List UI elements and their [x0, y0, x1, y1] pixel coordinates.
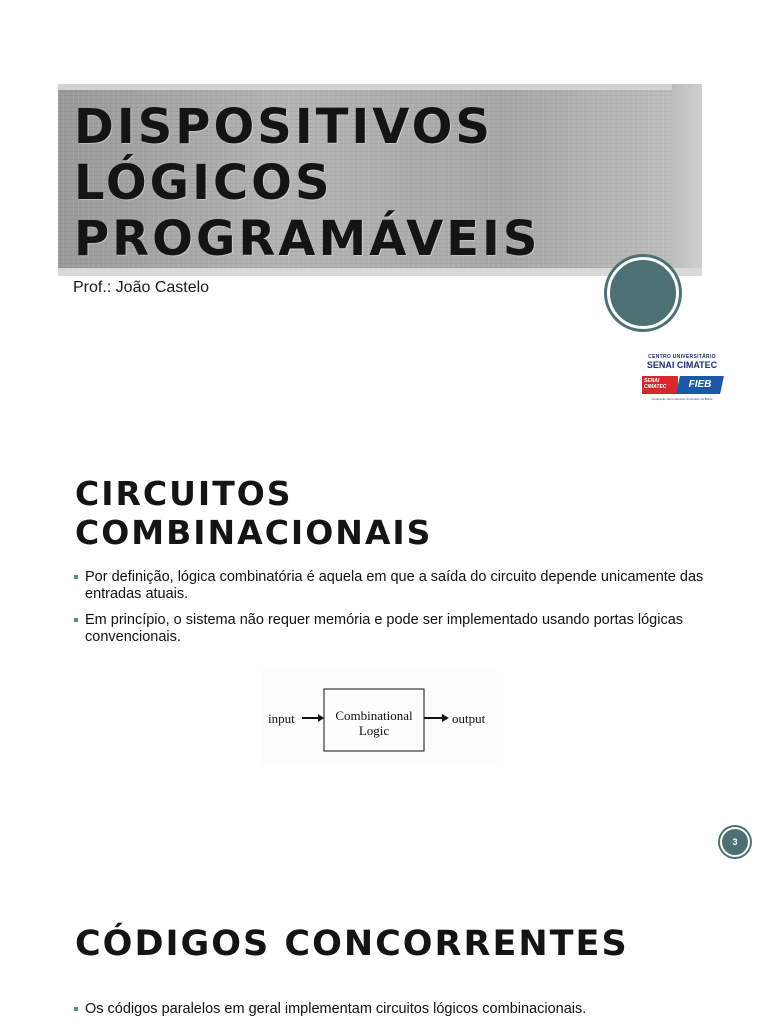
diagram-box-label-2: Logic — [358, 723, 390, 738]
bullet-item — [74, 612, 704, 646]
codigos-heading: CÓDIGOS CONCORRENTES — [75, 924, 629, 964]
banner-edge-side — [672, 84, 702, 276]
page-number-badge: 3 — [720, 827, 750, 857]
logo-badge-left: SENAI CIMATEC — [644, 378, 667, 390]
logo-badge-right: FIEB — [688, 379, 712, 390]
banner-edge-bottom — [58, 268, 702, 276]
bullet-item — [74, 569, 704, 603]
bullet-square-icon — [74, 618, 78, 622]
title-banner — [58, 84, 702, 276]
banner-edge-top — [58, 84, 702, 90]
author-name: Prof.: João Castelo — [73, 279, 210, 296]
slide-title-line-3: PROGRAMÁVEIS — [74, 211, 541, 267]
bullet-text: Os códigos paralelos em geral implementam circuitos lógicos combinacionais. — [85, 1001, 587, 1017]
combinational-logic-diagram — [262, 668, 497, 766]
logo-badge — [642, 376, 722, 394]
diagram-input-label: input — [268, 711, 295, 726]
bullet-text: Em princípio, o sistema não requer memória e pode ser implementado usando portas lógicas convencionais. — [85, 612, 684, 645]
circuitos-heading — [75, 474, 432, 552]
circuitos-heading-line-2: COMBINACIONAIS — [75, 513, 433, 552]
slide-title-line-1: DISPOSITIVOS — [74, 99, 493, 155]
logo-line-1: CENTRO UNIVERSITÁRIO — [648, 354, 716, 360]
bullet-item — [74, 1001, 714, 1018]
bullet-square-icon — [74, 1007, 78, 1011]
logo-line-2: SENAI CIMATEC — [646, 360, 718, 370]
codigos-bullet-list — [74, 1001, 714, 1027]
circuitos-heading-line-1: CIRCUITOS — [75, 474, 293, 513]
diagram-box-label-1: Combinational — [335, 708, 413, 723]
slide-title-line-2: LÓGICOS — [74, 155, 333, 211]
output-arrow-head — [442, 714, 449, 722]
diagram-output-label: output — [452, 711, 486, 726]
bullet-square-icon — [74, 575, 78, 579]
decorative-circle — [607, 257, 679, 329]
circuitos-bullet-list — [74, 569, 704, 655]
logo-tagline: Federação das Indústrias do Estado da Bahia — [651, 397, 713, 401]
senai-cimatec-logo — [636, 352, 728, 404]
bullet-text: Por definição, lógica combinatória é aquela em que a saída do circuito depende unicamente das entradas atuais. — [85, 569, 704, 602]
